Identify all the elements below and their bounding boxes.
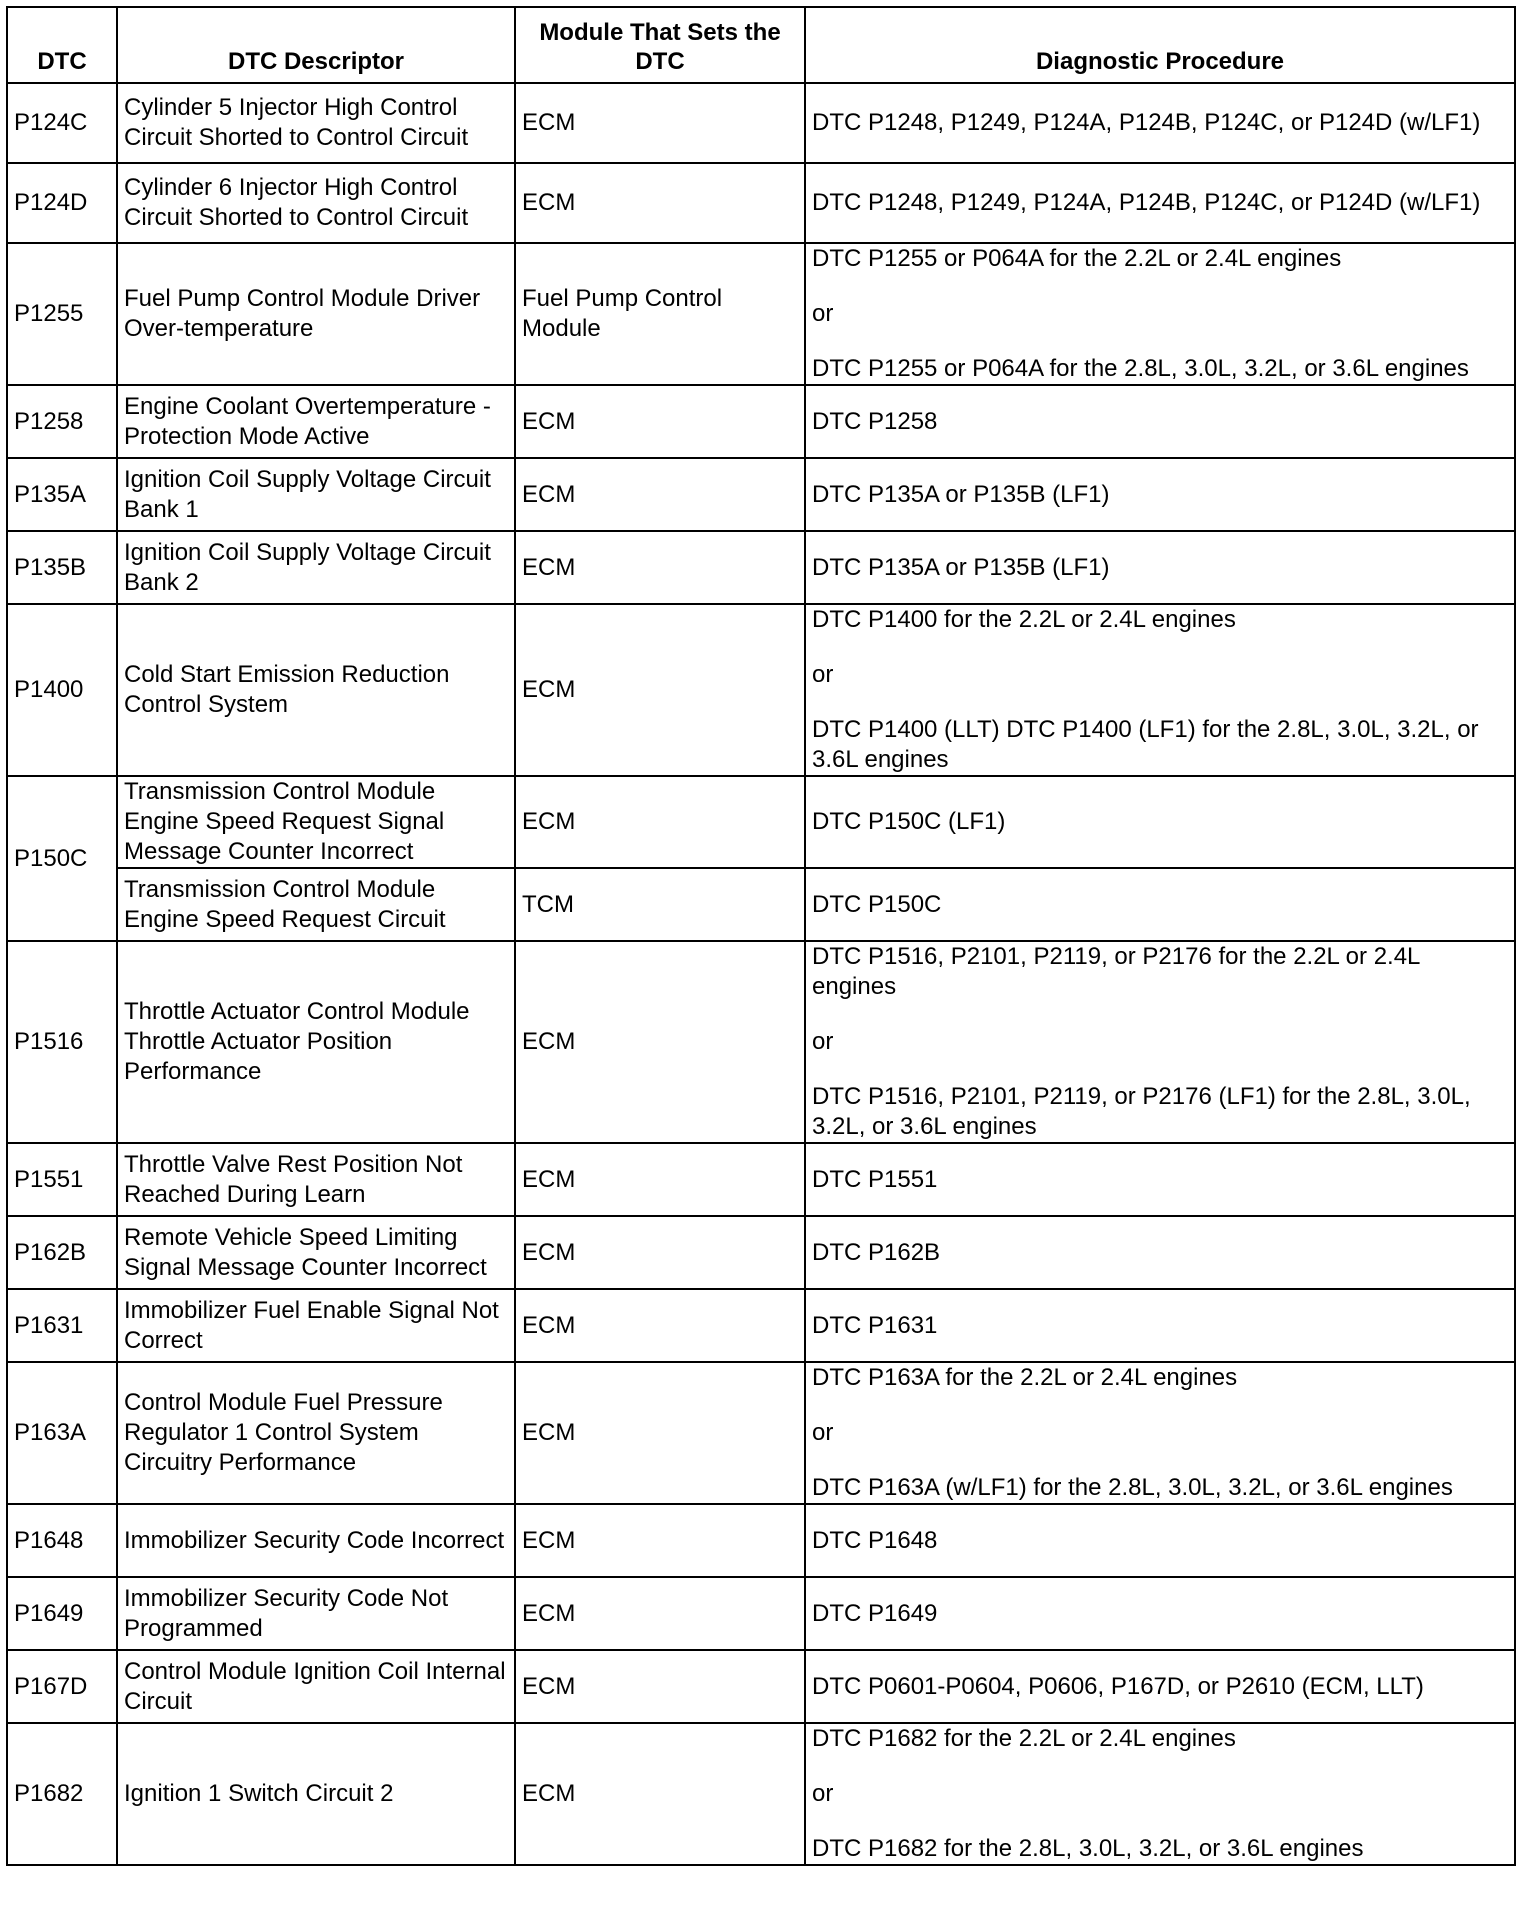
dtc-descriptor: Immobilizer Security Code Incorrect [117,1504,515,1577]
procedure-line: DTC P1400 for the 2.2L or 2.4L engines [812,606,1236,633]
dtc-module: ECM [515,531,805,604]
dtc-descriptor: Control Module Fuel Pressure Regulator 1 Control System Circuitry Performance [117,1362,515,1504]
table-row [7,1216,1515,1289]
procedure-line: DTC P1248, P1249, P124A, P124B, P124C, or P124D (w/LF1) [812,189,1481,216]
table-row [7,1362,1515,1504]
table-row [7,868,1515,941]
dtc-code: P135B [7,531,117,604]
table-row [7,458,1515,531]
dtc-code: P1551 [7,1143,117,1216]
diagnostic-procedure [805,604,1515,776]
diagnostic-procedure [805,83,1515,163]
diagnostic-procedure [805,1723,1515,1865]
diagnostic-procedure [805,1650,1515,1723]
diagnostic-procedure [805,776,1515,868]
diagnostic-procedure [805,1289,1515,1362]
diagnostic-procedure [805,1504,1515,1577]
dtc-code: P124C [7,83,117,163]
dtc-code: P1516 [7,941,117,1143]
dtc-code: P1400 [7,604,117,776]
dtc-code: P1631 [7,1289,117,1362]
table-row [7,1577,1515,1650]
diagnostic-procedure [805,163,1515,243]
diagnostic-procedure [805,1143,1515,1216]
header-procedure: Diagnostic Procedure [805,7,1515,83]
dtc-module: ECM [515,1723,805,1865]
diagnostic-procedure [805,1362,1515,1504]
procedure-line: DTC P1516, P2101, P2119, or P2176 (LF1) for the 2.8L, 3.0L, 3.2L, or 3.6L engines [812,1083,1471,1140]
dtc-descriptor: Cold Start Emission Reduction Control System [117,604,515,776]
dtc-descriptor: Ignition Coil Supply Voltage Circuit Bank 2 [117,531,515,604]
dtc-module: ECM [515,1362,805,1504]
procedure-line: DTC P1516, P2101, P2119, or P2176 for the 2.2L or 2.4L engines [812,943,1420,1000]
dtc-descriptor: Transmission Control Module Engine Speed Request Signal Message Counter Incorrect [117,776,515,868]
dtc-module: ECM [515,604,805,776]
diagnostic-procedure [805,531,1515,604]
procedure-line: DTC P1255 or P064A for the 2.2L or 2.4L engines [812,245,1342,272]
procedure-line: DTC P1551 [812,1165,938,1193]
procedure-line: DTC P0601-P0604, P0606, P167D, or P2610 (ECM, LLT) [812,1672,1424,1700]
header-descriptor: DTC Descriptor [117,7,515,83]
procedure-line: DTC P163A (w/LF1) for the 2.8L, 3.0L, 3.2L, or 3.6L engines [812,1474,1453,1501]
dtc-code: P1258 [7,385,117,458]
procedure-or: or [812,300,834,327]
table-row [7,604,1515,776]
header-dtc: DTC [7,7,117,83]
dtc-module: TCM [515,868,805,941]
dtc-descriptor: Ignition 1 Switch Circuit 2 [117,1723,515,1865]
dtc-code: P163A [7,1362,117,1504]
dtc-module: ECM [515,385,805,458]
dtc-code: P150C [7,776,117,941]
procedure-line: DTC P1258 [812,407,938,435]
dtc-module: Fuel Pump Control Module [515,243,805,385]
diagnostic-procedure [805,243,1515,385]
dtc-descriptor: Remote Vehicle Speed Limiting Signal Message Counter Incorrect [117,1216,515,1289]
procedure-line: DTC P163A for the 2.2L or 2.4L engines [812,1364,1238,1391]
table-row [7,83,1515,163]
table-row [7,385,1515,458]
procedure-line: DTC P1649 [812,1599,938,1627]
dtc-descriptor: Transmission Control Module Engine Speed Request Circuit [117,868,515,941]
dtc-module: ECM [515,163,805,243]
procedure-or: or [812,1028,834,1055]
dtc-code: P1649 [7,1577,117,1650]
dtc-descriptor: Cylinder 6 Injector High Control Circuit Shorted to Control Circuit [117,163,515,243]
dtc-module: ECM [515,1143,805,1216]
procedure-or: or [812,661,834,688]
dtc-module: ECM [515,941,805,1143]
diagnostic-procedure [805,385,1515,458]
dtc-code: P1682 [7,1723,117,1865]
dtc-descriptor: Ignition Coil Supply Voltage Circuit Bank 1 [117,458,515,531]
diagnostic-procedure [805,1216,1515,1289]
procedure-line: DTC P150C [812,890,942,918]
dtc-code: P167D [7,1650,117,1723]
dtc-code: P1648 [7,1504,117,1577]
dtc-module: ECM [515,1650,805,1723]
dtc-code: P1255 [7,243,117,385]
table-row [7,1504,1515,1577]
dtc-descriptor: Fuel Pump Control Module Driver Over-temperature [117,243,515,385]
table-row [7,776,1515,868]
procedure-line: DTC P162B [812,1238,941,1266]
table-row [7,531,1515,604]
dtc-descriptor: Control Module Ignition Coil Internal Circuit [117,1650,515,1723]
dtc-module: ECM [515,1289,805,1362]
table-row [7,1289,1515,1362]
procedure-line: DTC P150C (LF1) [812,808,1006,835]
table-row [7,1143,1515,1216]
procedure-or: or [812,1780,834,1807]
dtc-module: ECM [515,458,805,531]
dtc-code: P162B [7,1216,117,1289]
table-row [7,941,1515,1143]
procedure-line: DTC P1248, P1249, P124A, P124B, P124C, or P124D (w/LF1) [812,109,1481,136]
procedure-line: DTC P1255 or P064A for the 2.8L, 3.0L, 3.2L, or 3.6L engines [812,355,1469,382]
dtc-descriptor: Immobilizer Fuel Enable Signal Not Correct [117,1289,515,1362]
dtc-module: ECM [515,776,805,868]
table-row [7,243,1515,385]
dtc-module: ECM [515,1216,805,1289]
dtc-descriptor: Immobilizer Security Code Not Programmed [117,1577,515,1650]
procedure-line: DTC P1648 [812,1526,938,1554]
procedure-line: DTC P135A or P135B (LF1) [812,553,1110,581]
diagnostic-procedure [805,1577,1515,1650]
header-module: Module That Sets the DTC [515,7,805,83]
dtc-table [6,6,1516,1866]
dtc-code: P135A [7,458,117,531]
dtc-descriptor: Engine Coolant Overtemperature - Protection Mode Active [117,385,515,458]
dtc-descriptor: Cylinder 5 Injector High Control Circuit Shorted to Control Circuit [117,83,515,163]
diagnostic-procedure [805,868,1515,941]
dtc-module: ECM [515,1577,805,1650]
dtc-code: P124D [7,163,117,243]
table-row [7,1723,1515,1865]
procedure-line: DTC P1631 [812,1311,938,1339]
dtc-module: ECM [515,1504,805,1577]
diagnostic-procedure [805,941,1515,1143]
procedure-line: DTC P135A or P135B (LF1) [812,480,1110,508]
header-row [7,7,1515,83]
procedure-line: DTC P1400 (LLT) DTC P1400 (LF1) for the 2.8L, 3.0L, 3.2L, or 3.6L engines [812,716,1479,773]
dtc-descriptor: Throttle Actuator Control Module Throttle Actuator Position Performance [117,941,515,1143]
dtc-module: ECM [515,83,805,163]
diagnostic-procedure [805,458,1515,531]
procedure-line: DTC P1682 for the 2.2L or 2.4L engines [812,1725,1236,1752]
procedure-line: DTC P1682 for the 2.8L, 3.0L, 3.2L, or 3.6L engines [812,1835,1364,1862]
table-row [7,1650,1515,1723]
table-row [7,163,1515,243]
dtc-descriptor: Throttle Valve Rest Position Not Reached During Learn [117,1143,515,1216]
table-body [7,83,1515,1865]
procedure-or: or [812,1419,834,1446]
